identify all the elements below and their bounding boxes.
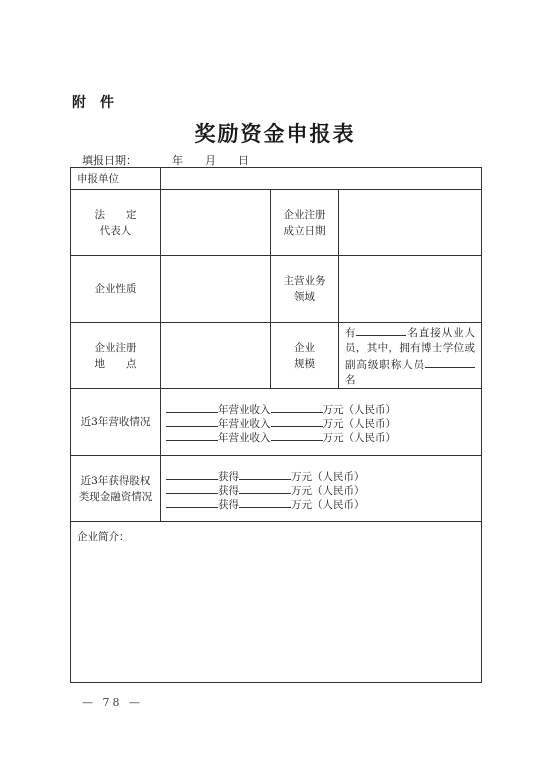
- financing-line: [166, 468, 481, 482]
- application-form-table: [70, 167, 482, 683]
- revenue-amount-blank[interactable]: [271, 429, 323, 441]
- revenue-year-text: 年营业收入: [218, 404, 271, 416]
- date-year-label: 年: [172, 154, 183, 167]
- revenue-year-blank[interactable]: [166, 429, 218, 441]
- revenue-line: [166, 401, 481, 415]
- financing-amount-blank[interactable]: [239, 468, 291, 480]
- phd-count-blank[interactable]: [425, 356, 475, 368]
- financing-amount-blank[interactable]: [239, 496, 291, 508]
- reg-date-label-line2: 成立日期: [283, 224, 326, 237]
- revenue-year-text: 年营业收入: [218, 418, 271, 430]
- fill-date-label: 填报日期：: [82, 154, 137, 167]
- business-label-line2: 领域: [294, 291, 315, 303]
- scale-label: [271, 323, 339, 389]
- scale-text-1: 有: [345, 326, 357, 339]
- attachment-label: 附件: [72, 95, 128, 111]
- reg-addr-label: [71, 323, 161, 389]
- financing-get-text: 获得: [218, 470, 239, 483]
- reg-addr-field[interactable]: [161, 323, 271, 389]
- scale-label-line2: 规模: [294, 357, 315, 370]
- form-title: 奖励资金申报表: [194, 121, 356, 146]
- applicant-label: 申报单位: [71, 168, 161, 190]
- revenue-unit: 万元（人民币）: [322, 404, 396, 416]
- financing-line: [166, 482, 481, 496]
- reg-date-field[interactable]: [339, 190, 482, 256]
- revenue-amount-blank[interactable]: [271, 415, 323, 427]
- page-number: — 78 —: [82, 696, 143, 709]
- staff-count-blank[interactable]: [356, 324, 406, 336]
- financing-label-line2: 类现金融资情况: [78, 490, 153, 503]
- financing-field: [161, 456, 482, 522]
- reg-date-label: [271, 190, 339, 256]
- reg-addr-label-line2: 地 点: [94, 357, 137, 370]
- financing-get-text: 获得: [218, 484, 239, 497]
- date-month-label: 月: [205, 154, 216, 167]
- financing-get-text: 获得: [218, 498, 239, 511]
- scale-text-3: 名: [345, 373, 356, 386]
- business-label: [271, 256, 339, 323]
- nature-field[interactable]: [161, 256, 271, 323]
- revenue-year-text: 年营业收入: [218, 432, 271, 444]
- revenue-line: [166, 415, 481, 429]
- financing-unit: 万元（人民币）: [291, 484, 365, 497]
- intro-field[interactable]: [71, 522, 482, 683]
- financing-unit: 万元（人民币）: [291, 498, 365, 511]
- scale-text-2: 名直接从业人员，其中，拥有博士学位或副高级职称人员: [345, 326, 476, 371]
- business-field[interactable]: [339, 256, 482, 323]
- financing-amount-blank[interactable]: [239, 482, 291, 494]
- revenue-amount-blank[interactable]: [271, 401, 323, 413]
- financing-line: [166, 496, 481, 510]
- revenue-field: [161, 389, 482, 456]
- revenue-unit: 万元（人民币）: [322, 432, 396, 444]
- financing-year-blank[interactable]: [166, 468, 218, 480]
- legal-rep-label-line2: 代表人: [99, 224, 132, 237]
- legal-rep-label-line1: 法 定: [94, 208, 137, 221]
- applicant-field[interactable]: [161, 168, 482, 190]
- reg-date-label-line1: 企业注册: [283, 208, 326, 221]
- financing-label: [71, 456, 161, 522]
- reg-addr-label-line1: 企业注册: [94, 341, 137, 354]
- financing-unit: 万元（人民币）: [291, 470, 365, 483]
- financing-label-line1: 近3年获得股权: [80, 474, 151, 487]
- business-label-line1: 主营业务: [283, 275, 326, 287]
- legal-rep-field[interactable]: [161, 190, 271, 256]
- revenue-line: [166, 429, 481, 443]
- intro-label: 企业简介：: [77, 531, 130, 543]
- legal-rep-label: [71, 190, 161, 256]
- date-day-label: 日: [238, 154, 249, 167]
- revenue-unit: 万元（人民币）: [322, 418, 396, 430]
- nature-label: 企业性质: [71, 256, 161, 323]
- financing-year-blank[interactable]: [166, 482, 218, 494]
- revenue-year-blank[interactable]: [166, 401, 218, 413]
- financing-year-blank[interactable]: [166, 496, 218, 508]
- revenue-year-blank[interactable]: [166, 415, 218, 427]
- scale-label-line1: 企业: [294, 341, 315, 354]
- revenue-label: 近3年营收情况: [71, 389, 161, 456]
- scale-field: [339, 323, 482, 389]
